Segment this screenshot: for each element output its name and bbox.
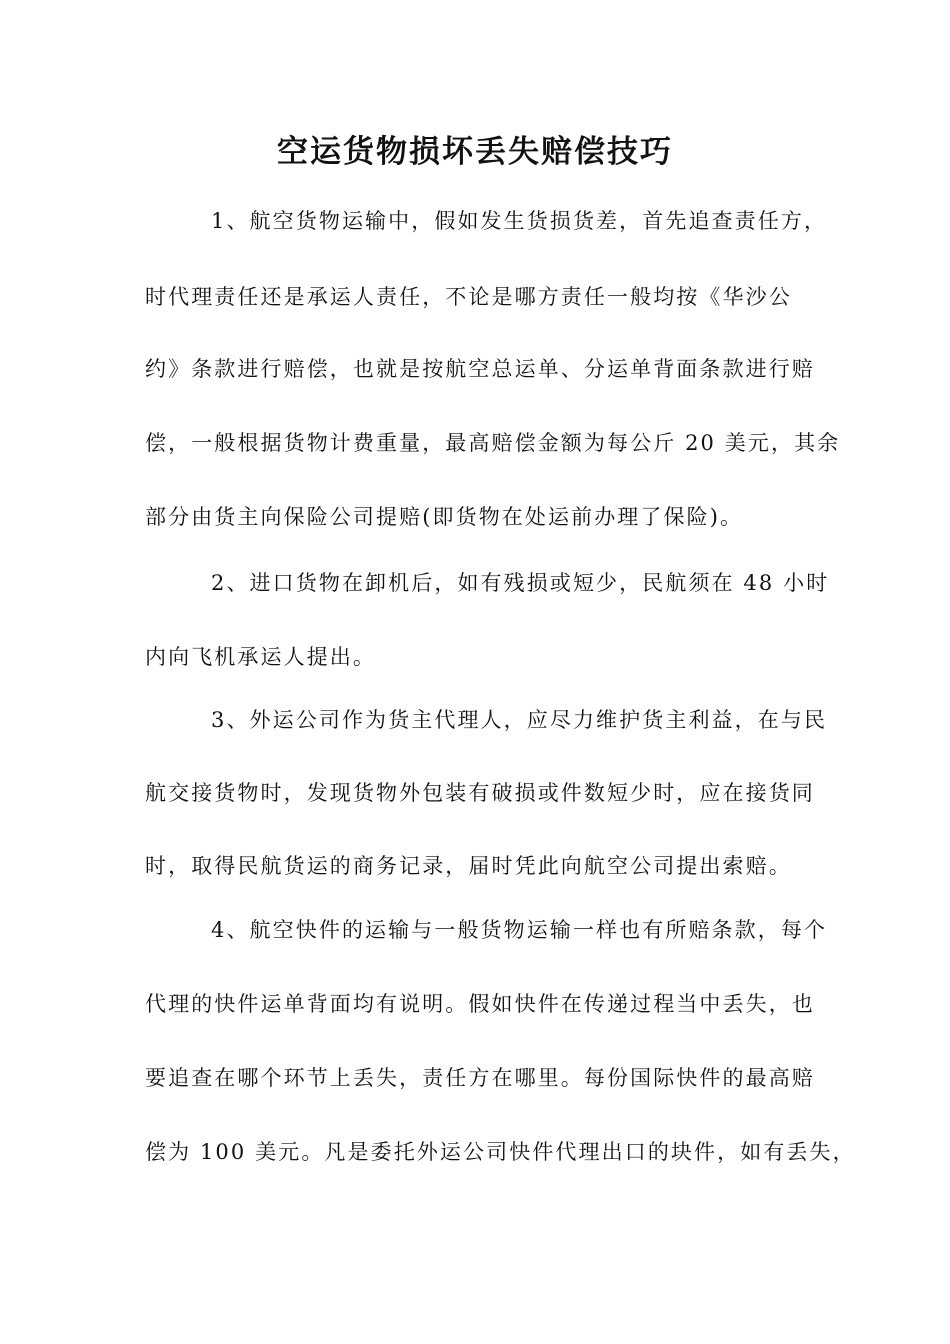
paragraph-line: 1、航空货物运输中，假如发生货损货差，首先追查责任方， [211, 209, 828, 233]
paragraph-line: 代理的快件运单背面均有说明。假如快件在传递过程当中丢失，也 [145, 992, 815, 1016]
paragraph-line: 要追查在哪个环节上丢失，责任方在哪里。每份国际快件的最高赔 [145, 1066, 815, 1090]
paragraph-line: 内向飞机承运人提出。 [145, 645, 376, 669]
document-title: 空运货物损坏丢失赔偿技巧 [277, 134, 673, 170]
paragraph-line: 3、外运公司作为货主代理人，应尽力维护货主利益，在与民 [211, 708, 828, 732]
paragraph-line: 时代理责任还是承运人责任，不论是哪方责任一般均按《华沙公 [145, 285, 792, 309]
paragraph-line: 偿，一般根据货物计费重量，最高赔偿金额为每公斤 20 美元，其余 [145, 431, 841, 455]
paragraph-line: 时，取得民航货运的商务记录，届时凭此向航空公司提出索赔。 [145, 854, 792, 878]
paragraph-line: 部分由货主向保险公司提赔(即货物在处运前办理了保险)。 [145, 505, 744, 529]
paragraph-line: 约》条款进行赔偿，也就是按航空总运单、分运单背面条款进行赔 [145, 357, 815, 381]
paragraph-line: 4、航空快件的运输与一般货物运输一样也有所赔条款，每个 [211, 918, 828, 942]
paragraph-line: 2、进口货物在卸机后，如有残损或短少，民航须在 48 小时 [211, 571, 830, 595]
paragraph-line: 偿为 100 美元。凡是委托外运公司快件代理出口的块件，如有丢失， [145, 1140, 856, 1164]
paragraph-line: 航交接货物时，发现货物外包装有破损或件数短少时，应在接货同 [145, 781, 815, 805]
